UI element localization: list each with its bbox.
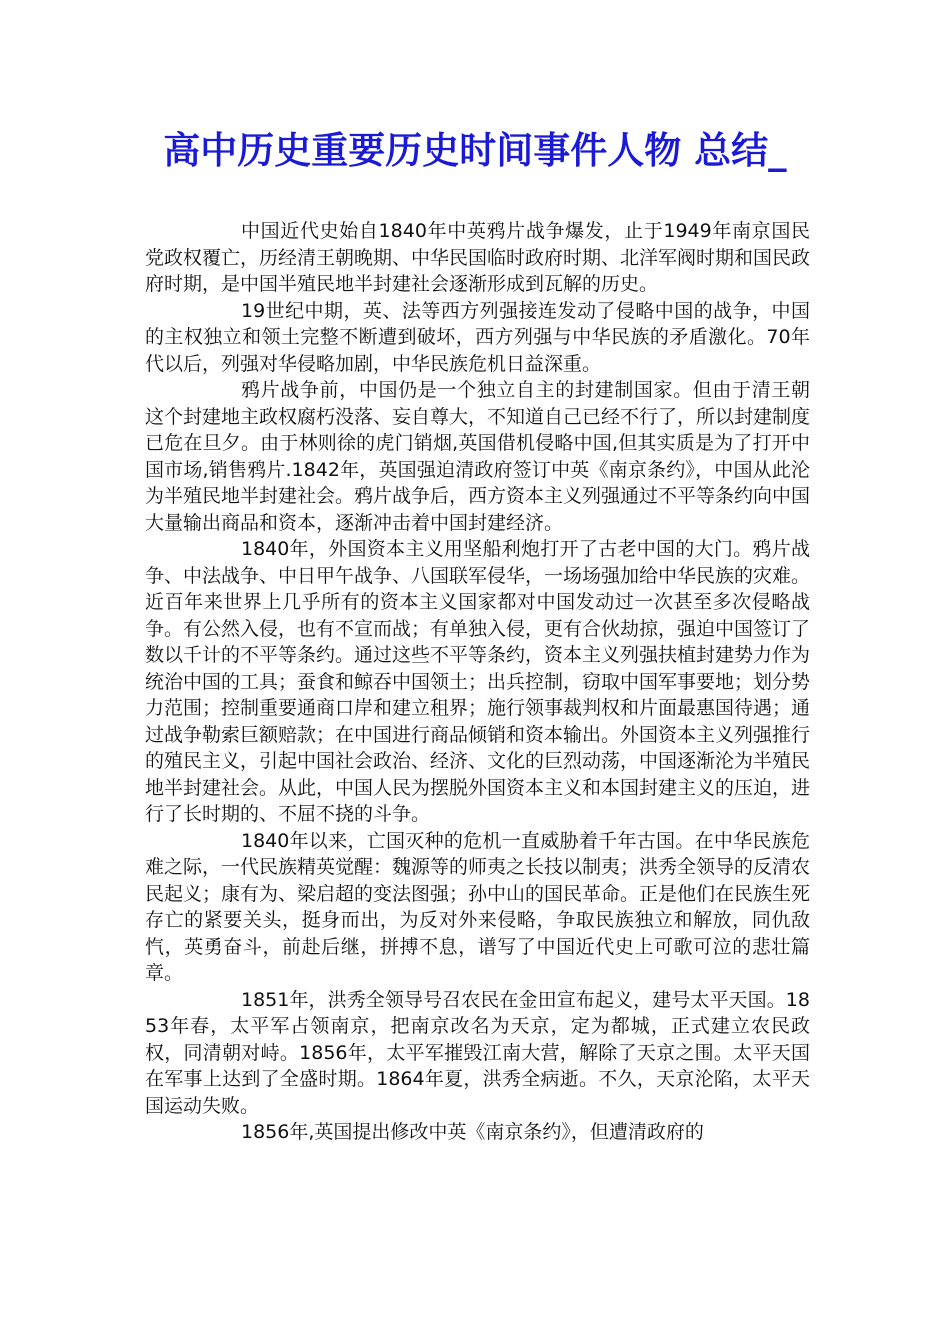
paragraph: 中国近代史始自1840年中英鸦片战争爆发，止于1949年南京国民党政权覆亡，历经清王朝晚期、中华民国临时政府时期、北洋军阀时期和国民政府时期，是中国半殖民地半封建社会逐渐形成到瓦解的历史。 xyxy=(145,220,811,295)
paragraph: 1856年,英国提出修改中英《南京条约》，但遭清政府的 xyxy=(241,1121,704,1143)
paragraph: 1851年，洪秀全领导号召农民在金田宣布起义，建号太平天国。1853年春，太平军占领南京，把南京改名为天京，定为都城，正式建立农民政权，同清朝对峙。1856年，太平军摧毁江南大营，解除了天京之围。太平天国在军事上达到了全盛时期。1864年夏，洪秀全病逝。不久，天京沦陷，太平天国运动失败。 xyxy=(145,988,810,1117)
document-body xyxy=(145,218,810,1146)
paragraph: 1840年以来，亡国灭种的危机一直威胁着千年古国。在中华民族危难之际，一代民族精英觉醒：魏源等的师夷之长技以制夷；洪秀全领导的反清农民起义；康有为、梁启超的变法图强；孙中山的国民革命。正是他们在民族生死存亡的紧要关头，挺身而出，为反对外来侵略，争取民族独立和解放，同仇敌忾，英勇奋斗，前赴后继，拼搏不息，谱写了中国近代史上可歌可泣的悲壮篇章。 xyxy=(145,829,811,984)
paragraph: 1840年，外国资本主义用坚船利炮打开了古老中国的大门。鸦片战争、中法战争、中日甲午战争、八国联军侵华，一场场强加给中华民族的灾难。近百年来世界上几乎所有的资本主义国家都对中国发动过一次甚至多次侵略战争。有公然入侵，也有不宣而战；有单独入侵，更有合伙劫掠，强迫中国签订了数以千计的不平等条约。通过这些不平等条约，资本主义列强扶植封建势力作为统治中国的工具；蚕食和鲸吞中国领土；出兵控制，窃取中国军事要地；划分势力范围；控制重要通商口岸和建立租界；施行领事裁判权和片面最惠国待遇；通过战争勒索巨额赔款；在中国进行商品倾销和资本输出。外国资本主义列强推行的殖民主义，引起中国社会政治、经济、文化的巨烈动荡，中国逐渐沦为半殖民地半封建社会。从此，中国人民为摆脱外国资本主义和本国封建主义的压迫，进行了长时期的、不屈不挠的斗争。 xyxy=(145,538,811,825)
paragraph: 鸦片战争前，中国仍是一个独立自主的封建制国家。但由于清王朝这个封建地主政权腐朽没落、妄自尊大，不知道自己已经不行了，所以封建制度已危在旦夕。由于林则徐的虎门销烟,英国借机侵略中国,但其实质是为了打开中国市场,销售鸦片.1842年，英国强迫清政府签订中英《南京条约》，中国从此沦为半殖民地半封建社会。鸦片战争后，西方资本主义列强通过不平等条约向中国大量输出商品和资本，逐渐冲击着中国封建经济。 xyxy=(145,379,811,534)
document-title: 高中历史重要历史时间事件人物 总结_ xyxy=(163,129,787,172)
paragraph: 19世纪中期，英、法等西方列强接连发动了侵略中国的战争，中国的主权独立和领土完整不断遭到破坏，西方列强与中华民族的矛盾激化。70年代以后，列强对华侵略加剧，中华民族危机日益深重。 xyxy=(145,299,810,375)
